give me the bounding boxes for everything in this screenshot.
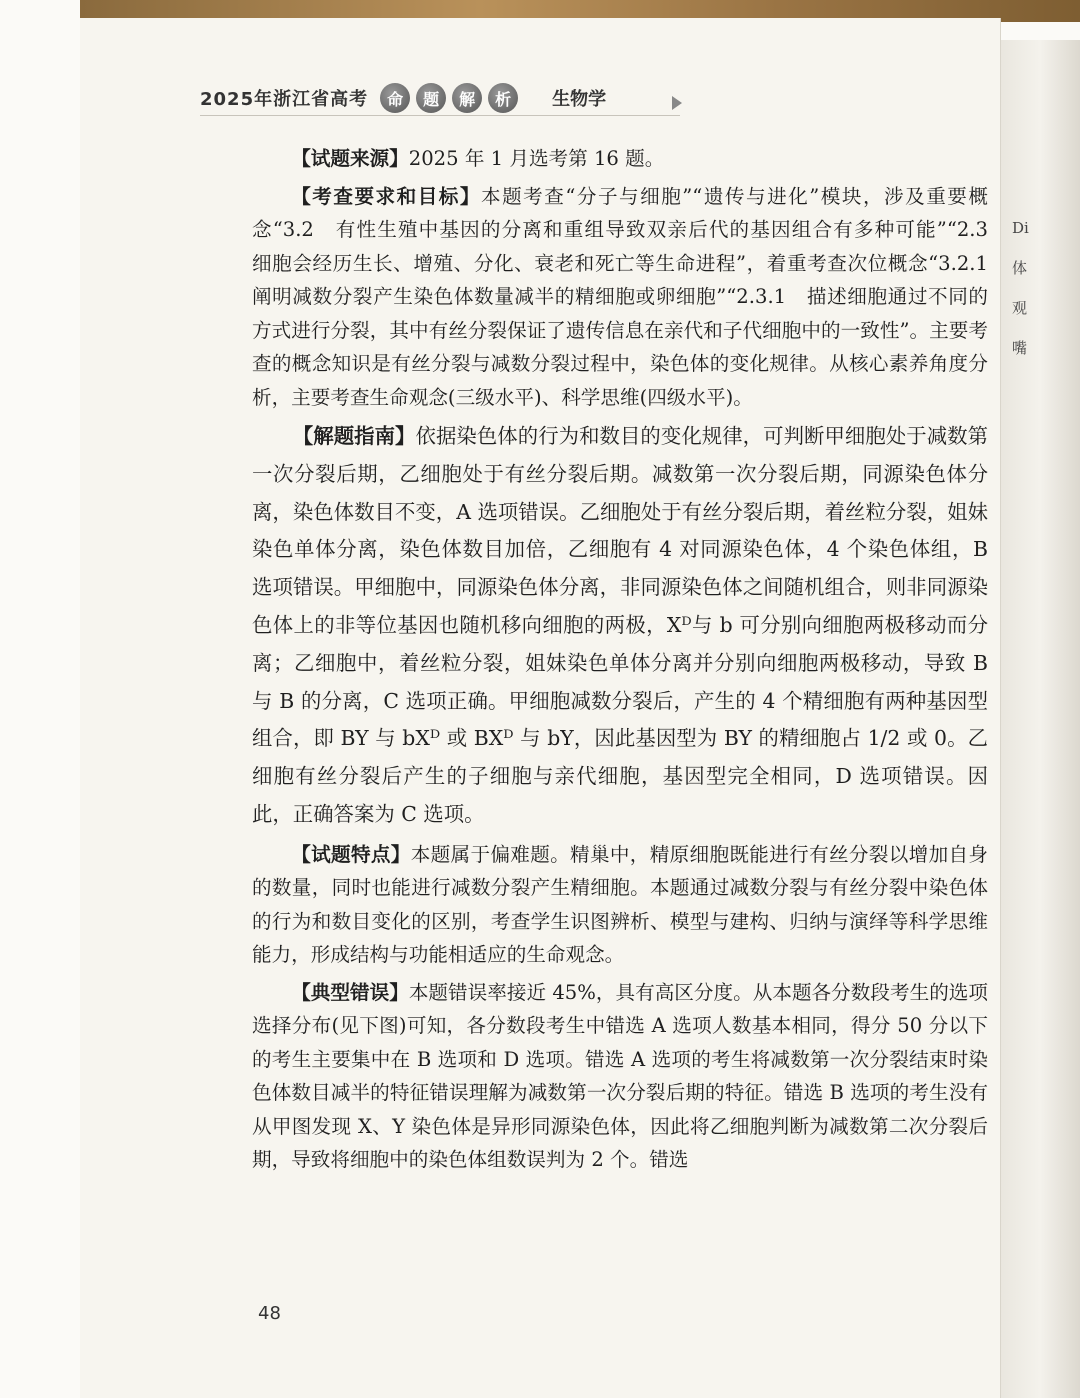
section-label: 【考查要求和目标】 bbox=[291, 184, 481, 208]
margin-char: 体 bbox=[1012, 259, 1028, 277]
margin-char: 嘴 bbox=[1012, 339, 1028, 357]
section-label: 【典型错误】 bbox=[291, 980, 409, 1004]
section-text: 本题考查“分子与细胞”“遗传与进化”模块，涉及重要概念“3.2 有性生殖中基因的分离和重组导致双亲后代的基因组合有多种可能”“2.3 细胞会经历生长、增殖、分化、衰老和死亡等生命进程”，着重考查次位概念“3.2.1 阐明减数分裂产生染色体数量减半的精细胞或卵细胞”“2.3.1 描述细胞通过不同的方式进行分裂，其中有丝分裂保证了遗传信息在亲代和子代细胞中的一致性”。主要考查的概念知识是有丝分裂与减数分裂过程中，染色体的变化规律。从核心素养角度分析，主要考查生命观念(三级水平)、科学思维(四级水平)。 bbox=[252, 184, 1008, 409]
margin-char: 观 bbox=[1012, 299, 1028, 317]
page-body bbox=[252, 142, 1008, 1181]
header-arrow-icon bbox=[672, 96, 682, 110]
header-badge: 析 bbox=[488, 83, 518, 113]
section-label: 【解题指南】 bbox=[292, 424, 416, 448]
header-badge: 题 bbox=[416, 83, 446, 113]
header-subject: 生物学 bbox=[552, 89, 607, 110]
section-features bbox=[252, 838, 988, 972]
margin-char: Di bbox=[1012, 219, 1029, 237]
header-badge: 解 bbox=[452, 83, 482, 113]
section-text: 依据染色体的行为和数目的变化规律，可判断甲细胞处于减数第一次分裂后期，乙细胞处于有丝分裂后期。减数第一次分裂后期，同源染色体分离，染色体数目不变，A 选项错误。乙细胞处于有丝分裂后期，着丝粒分裂，姐妹染色单体分离，染色体数目加倍，乙细胞有 4 对同源染色体，4 个染色体组，B 选项错误。甲细胞中，同源染色体分离，非同源染色体之间随机组合，则非同源染色体上的非等位基因也随机移向细胞的两极，Xᴰ与 b 可分别向细胞两极移动而分离；乙细胞中，着丝粒分裂，姐妹染色单体分离并分别向细胞两极移动，导致 B 与 B 的分离，C 选项正确。甲细胞减数分裂后，产生的 4 个精细胞有两种基因型组合，即 BY 与 bXᴰ 或 BXᴰ 与 bY，因此基因型为 BY 的精细胞占 1/2 或 0。乙细胞有丝分裂后产生的子细胞与亲代细胞，基因型完全相同，D 选项错误。因此，正确答案为 C 选项。 bbox=[252, 424, 989, 826]
header-badge: 命 bbox=[380, 83, 410, 113]
section-source bbox=[252, 142, 988, 176]
header-title: 2025年浙江省高考 bbox=[200, 89, 369, 110]
section-guide bbox=[252, 418, 988, 834]
section-text: 本题属于偏难题。精巢中，精原细胞既能进行有丝分裂以增加自身的数量，同时也能进行减数分裂产生精细胞。本题通过减数分裂与有丝分裂中染色体的行为和数目变化的区别，考查学生识图辨析、模型与建构、归纳与演绎等科学思维能力，形成结构与功能相适应的生命观念。 bbox=[252, 842, 989, 967]
section-text: 2025 年 1 月选考第 16 题。 bbox=[408, 147, 665, 170]
section-label: 【试题特点】 bbox=[291, 842, 411, 866]
next-page-margin-text bbox=[1012, 208, 1029, 368]
page-number: 48 bbox=[258, 1303, 281, 1324]
header-badges bbox=[380, 83, 518, 113]
section-label: 【试题来源】 bbox=[291, 147, 409, 170]
section-errors bbox=[252, 976, 988, 1177]
section-requirements bbox=[252, 180, 1008, 415]
header-rule bbox=[200, 115, 680, 116]
section-text: 本题错误率接近 45%，具有高区分度。从本题各分数段考生的选项选择分布(见下图)可知，各分数段考生中错选 A 选项人数基本相同，得分 50 分以下的考生主要集中在 B 选项和 D 选项。错选 A 选项的考生将减数第一次分裂结束时染色体数目减半的特征错误理解为减数第一次分裂后期的特征。错选 B 选项的考生没有从甲图发现 X、Y 染色体是异形同源染色体，因此将乙细胞判断为减数第二次分裂后期，导致将细胞中的染色体组数误判为 2 个。错选 bbox=[252, 980, 988, 1172]
running-header bbox=[200, 78, 720, 118]
next-page-edge bbox=[1000, 40, 1080, 1398]
